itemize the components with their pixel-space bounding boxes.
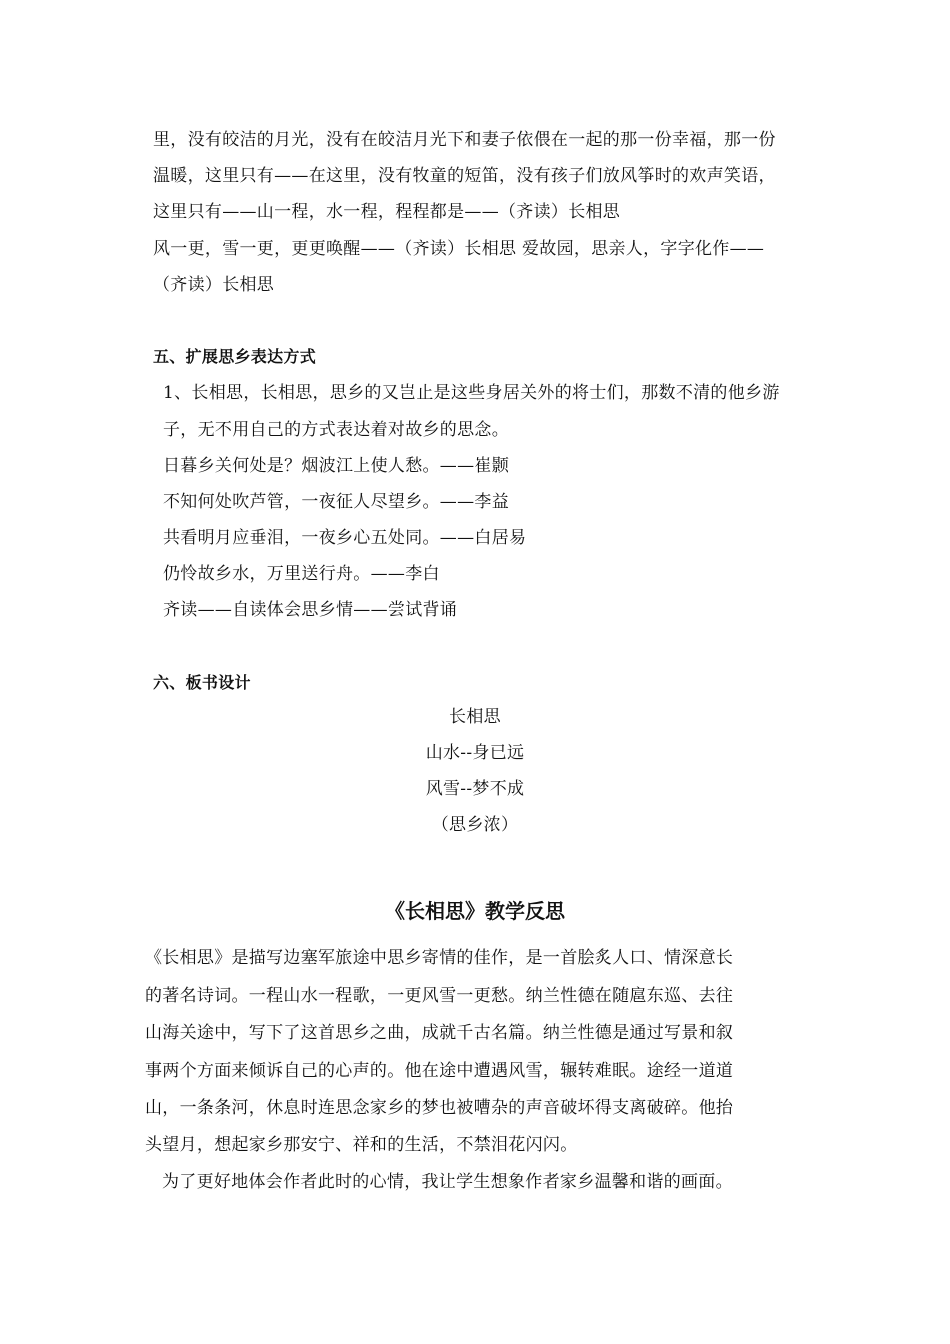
section-5-heading: 五、扩展思乡表达方式 [153,347,317,366]
intro-line-1: 里，没有皎洁的月光，没有在皎洁月光下和妻子依偎在一起的那一份幸福，那一份 [153,130,776,150]
section-5-line-1: 1、长相思，长相思，思乡的又岂止是这些身居关外的将士们，那数不清的他乡游 [163,383,780,403]
intro-line-4: 风一更，雪一更，更更唤醒——（齐读）长相思 爱故园，思亲人，字字化作—— [153,239,765,259]
reflection-line-7: 为了更好地体会作者此时的心情，我让学生想象作者家乡温馨和谐的画面。 [162,1172,733,1192]
poem-line-2: 不知何处吹芦管，一夜征人尽望乡。——李益 [163,492,509,512]
reflection-title: 《长相思》教学反思 [385,899,565,923]
board-line-4: （思乡浓） [431,815,519,835]
intro-line-3: 这里只有——山一程，水一程，程程都是——（齐读）长相思 [153,202,621,222]
section-6-heading: 六、板书设计 [153,673,251,692]
poem-line-4: 仍怜故乡水，万里送行舟。——李白 [163,564,440,584]
board-line-2: 山水--身已远 [425,743,525,763]
reflection-line-3: 山海关途中，写下了这首思乡之曲，成就千古名篇。纳兰性德是通过写景和叙 [145,1023,734,1043]
reflection-line-5: 山，一条条河，休息时连思念家乡的梦也被嘈杂的声音破坏得支离破碎。他抬 [145,1098,734,1118]
poem-line-3: 共看明月应垂泪，一夜乡心五处同。——白居易 [163,528,527,548]
poem-line-1: 日暮乡关何处是？烟波江上使人愁。——崔颢 [163,456,509,476]
reflection-line-2: 的著名诗词。一程山水一程歌，一更风雪一更愁。纳兰性德在随扈东巡、去往 [145,986,734,1006]
reflection-line-4: 事两个方面来倾诉自己的心声的。他在途中遭遇风雪，辗转难眠。途经一道道 [145,1061,734,1081]
board-line-1: 长相思 [449,707,501,727]
section-5-line-2: 子，无不用自己的方式表达着对故乡的思念。 [163,420,509,440]
intro-line-5: （齐读）长相思 [153,275,275,295]
intro-line-2: 温暖，这里只有——在这里，没有牧童的短笛，没有孩子们放风筝时的欢声笑语， [153,166,776,186]
reflection-line-1: 《长相思》是描写边塞军旅途中思乡寄情的佳作，是一首脍炙人口、情深意长 [145,948,734,968]
board-line-3: 风雪--梦不成 [425,779,525,799]
section-5-line-7: 齐读——自读体会思乡情——尝试背诵 [163,600,458,620]
reflection-line-6: 头望月，想起家乡那安宁、祥和的生活，不禁泪花闪闪。 [145,1135,578,1155]
